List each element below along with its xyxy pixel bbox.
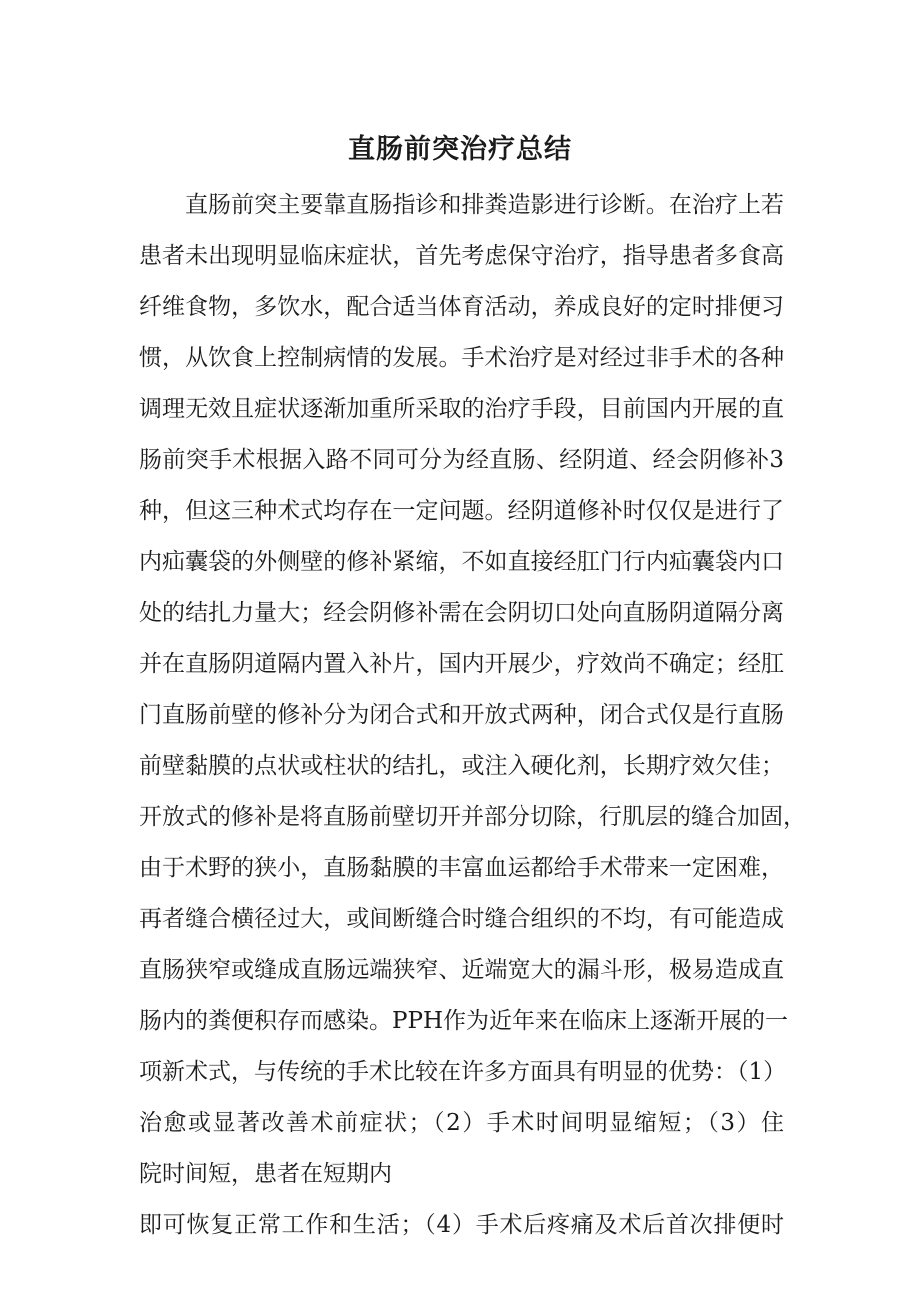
paragraph-line: 院时间短，患者在短期内: [139, 1161, 392, 1187]
paragraph-line: 门直肠前壁的修补分为闭合式和开放式两种，闭合式仅是行直肠: [139, 702, 784, 728]
document-title: 直肠前突治疗总结: [348, 134, 572, 165]
paragraph-line: 患者未出现明显临床症状，首先考虑保守治疗，指导患者多食高: [139, 243, 784, 269]
paragraph-line: 纤维食物，多饮水，配合适当体育活动，养成良好的定时排便习: [139, 294, 784, 320]
paragraph-line: 处的结扎力量大；经会阴修补需在会阴切口处向直肠阴道隔分离: [139, 600, 784, 626]
paragraph-line: 调理无效且症状逐渐加重所采取的治疗手段，目前国内开展的直: [139, 396, 784, 422]
paragraph-line: 肠前突手术根据入路不同可分为经直肠、经阴道、经会阴修补3: [139, 447, 784, 473]
paragraph-line: 肠内的粪便积存而感染。PPH作为近年来在临床上逐渐开展的一: [139, 1008, 789, 1034]
paragraph-line: 直肠前突主要靠直肠指诊和排粪造影进行诊断。在治疗上若: [185, 192, 784, 218]
paragraph-line: 项新术式，与传统的手术比较在许多方面具有明显的优势：（1）: [139, 1059, 787, 1085]
document-body: [139, 180, 806, 1251]
paragraph-line: 由于术野的狭小，直肠黏膜的丰富血运都给手术带来一定困难，: [139, 855, 784, 881]
paragraph-line: 并在直肠阴道隔内置入补片，国内开展少，疗效尚不确定；经肛: [139, 651, 784, 677]
paragraph-line: 即可恢复正常工作和生活；（4）手术后疼痛及术后首次排便时: [139, 1212, 784, 1238]
paragraph-line: 惯，从饮食上控制病情的发展。手术治疗是对经过非手术的各种: [139, 345, 784, 371]
paragraph-line: 内疝囊袋的外侧壁的修补紧缩，不如直接经肛门行内疝囊袋内口: [139, 549, 784, 575]
paragraph-line: 直肠狭窄或缝成直肠远端狭窄、近端宽大的漏斗形，极易造成直: [139, 957, 784, 983]
paragraph-line: 治愈或显著改善术前症状；（2）手术时间明显缩短；（3）住: [139, 1110, 784, 1136]
paragraph-line: 种，但这三种术式均存在一定问题。经阴道修补时仅仅是进行了: [139, 498, 784, 524]
paragraph-line: 开放式的修补是将直肠前壁切开并部分切除，行肌层的缝合加固，: [139, 804, 806, 830]
paragraph-line: 前壁黏膜的点状或柱状的结扎，或注入硬化剂，长期疗效欠佳；: [139, 753, 784, 779]
paragraph-line: 再者缝合横径过大，或间断缝合时缝合组织的不均，有可能造成: [139, 906, 784, 932]
